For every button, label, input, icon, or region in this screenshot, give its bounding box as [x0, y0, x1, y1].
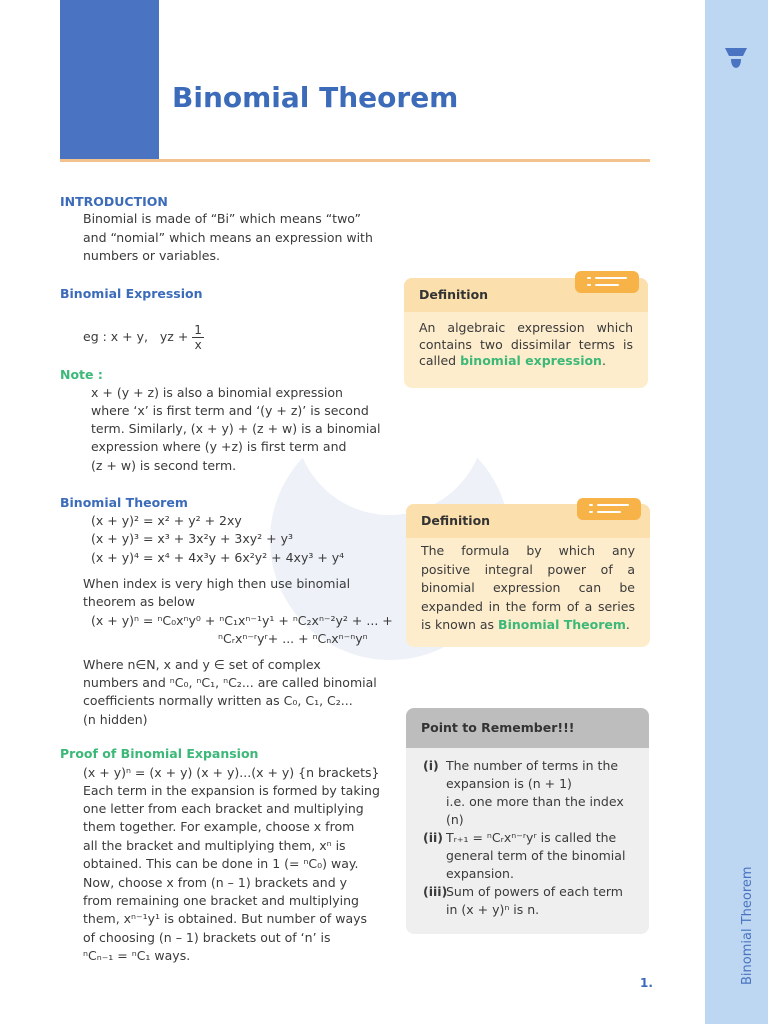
fraction-denominator: x: [194, 338, 202, 352]
example-fraction: [192, 323, 204, 352]
general-expansion-line: ⁿCᵣxⁿ⁻ʳyʳ+ ... + ⁿCₙxⁿ⁻ⁿyⁿ: [218, 631, 368, 646]
proof-line: one letter from each bracket and multiplying: [83, 801, 364, 816]
intro-heading: INTRODUCTION: [60, 194, 168, 209]
proof-line: Each term in the expansion is formed by taking: [83, 783, 380, 798]
intro-line: numbers or variables.: [83, 248, 220, 263]
definition-card-text: [419, 320, 633, 370]
note-line: term. Similarly, (x + y) + (z + w) is a binomial: [91, 421, 381, 436]
high-index-line: When index is very high then use binomial: [83, 576, 351, 591]
remember-item-label: (iii): [423, 884, 448, 899]
expansion-line: (x + y)³ = x³ + 3x²y + 3xy² + y³: [91, 531, 293, 546]
point-to-remember-card: [406, 708, 649, 934]
definition-tail: .: [625, 617, 630, 632]
binomial-expression-heading: Binomial Expression: [60, 286, 203, 301]
general-expansion-line: (x + y)ⁿ = ⁿC₀xⁿy⁰ + ⁿC₁xⁿ⁻¹y¹ + ⁿC₂xⁿ⁻²y² + ... +: [91, 613, 393, 628]
remember-item: [423, 757, 635, 829]
header-divider: [60, 159, 650, 162]
high-index-line: theorem as below: [83, 594, 195, 609]
page-number: 1.: [640, 976, 653, 990]
definition-tab-icon: [575, 271, 639, 293]
note-line: expression where (y +z) is first term and: [91, 439, 347, 454]
unacademy-logo-icon: [723, 45, 749, 71]
example-term: yz +: [159, 329, 189, 344]
remember-item-line: (n): [446, 812, 464, 827]
remember-item-line: The number of terms in the: [446, 758, 619, 773]
expansion-line: (x + y)⁴ = x⁴ + 4x³y + 6x²y² + 4xy³ + y⁴: [91, 550, 345, 565]
intro-line: and “nomial” which means an expression with: [83, 230, 373, 245]
side-strip: [705, 0, 768, 1024]
proof-heading: Proof of Binomial Expansion: [60, 746, 259, 761]
note-line: where ‘x’ is first term and ‘(y + z)’ is second: [91, 403, 369, 418]
where-line: Where n∈N, x and y ∈ set of complex: [83, 657, 321, 672]
definition-highlight: binomial expression: [460, 353, 602, 368]
proof-first-line: (x + y)ⁿ = (x + y) (x + y)...(x + y) {n brackets}: [83, 765, 380, 780]
side-vertical-title: Binomial Theorem: [740, 866, 755, 985]
proof-line: from remaining one bracket and multiplying: [83, 893, 359, 908]
remember-item-line: expansion is (n + 1): [446, 776, 572, 791]
definition-text: The formula by which any positive integral power of a binomial expression can be expanded in the form of a series is known as: [421, 543, 635, 632]
header-blue-block: [60, 0, 159, 160]
remember-item-line: i.e. one more than the index: [446, 794, 624, 809]
remember-item-label: (ii): [423, 830, 443, 845]
binomial-theorem-heading: Binomial Theorem: [60, 495, 188, 510]
fraction-numerator: 1: [194, 323, 202, 337]
definition-highlight: Binomial Theorem: [498, 617, 626, 632]
proof-line: all the bracket and multiplying them, xⁿ is: [83, 838, 346, 853]
remember-item-line: general term of the binomial: [446, 848, 626, 863]
where-line: (n hidden): [83, 712, 148, 727]
remember-card-header: Point to Remember!!!: [406, 708, 649, 748]
proof-line: of choosing (n – 1) brackets out of ‘n’ is: [83, 930, 331, 945]
note-line: (z + w) is second term.: [91, 458, 237, 473]
remember-list: [423, 757, 635, 919]
proof-line: them, xⁿ⁻¹y¹ is obtained. But number of ways: [83, 911, 368, 926]
remember-item-label: (i): [423, 758, 439, 773]
definition-tab-icon: [577, 498, 641, 520]
note-heading: Note :: [60, 367, 103, 382]
proof-line: ⁿCₙ₋₁ = ⁿC₁ ways.: [83, 948, 191, 963]
proof-line: them together. For example, choose x from: [83, 819, 355, 834]
where-line: coefficients normally written as C₀, C₁, C₂...: [83, 693, 353, 708]
remember-item-line: Sum of powers of each term: [446, 884, 623, 899]
note-line: x + (y + z) is also a binomial expression: [91, 385, 343, 400]
expansion-line: (x + y)² = x² + y² + 2xy: [91, 513, 242, 528]
where-line: numbers and ⁿC₀, ⁿC₁, ⁿC₂... are called binomial: [83, 675, 377, 690]
proof-line: Now, choose x from (n – 1) brackets and y: [83, 875, 348, 890]
remember-item-line: in (x + y)ⁿ is n.: [446, 902, 540, 917]
definition-tail: .: [601, 353, 606, 368]
remember-item: [423, 829, 635, 883]
definition-card-binomial-expression: [404, 278, 648, 388]
intro-line: Binomial is made of “Bi” which means “two”: [83, 211, 361, 226]
definition-card-header: Definition: [404, 278, 648, 312]
definition-card-header: Definition: [406, 504, 650, 538]
binomial-example: [83, 320, 204, 354]
definition-card-text: [421, 542, 635, 635]
proof-line: obtained. This can be done in 1 (= ⁿC₀) way.: [83, 856, 359, 871]
definition-card-binomial-theorem: [406, 504, 650, 647]
remember-item-line: expansion.: [446, 866, 514, 881]
remember-item-line: Tᵣ₊₁ = ⁿCᵣxⁿ⁻ʳyʳ is called the: [446, 830, 617, 845]
page-title: Binomial Theorem: [172, 81, 459, 114]
example-prefix: eg : x + y,: [83, 329, 148, 344]
remember-item: [423, 883, 635, 919]
definition-text: An algebraic expression which contains two dissimilar terms is called: [419, 320, 633, 368]
